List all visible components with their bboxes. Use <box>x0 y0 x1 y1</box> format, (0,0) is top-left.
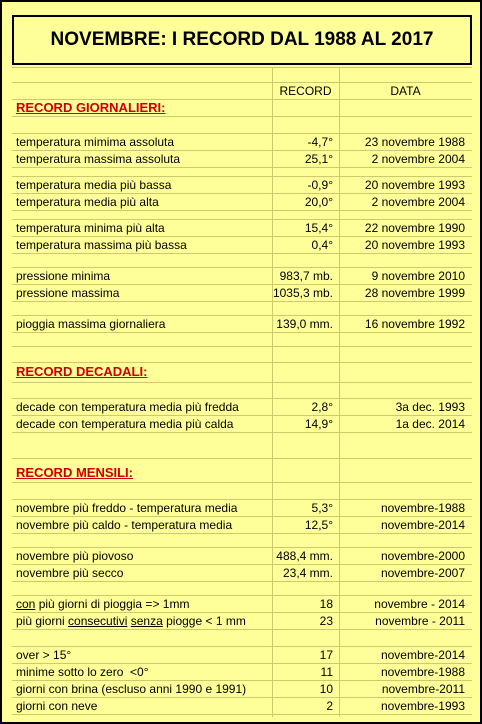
row-label: minime sotto lo zero <0° <box>16 665 149 679</box>
row-label: temperatura massima assoluta <box>16 152 181 166</box>
row-record: 12,5° <box>304 518 333 532</box>
row-record: 2,8° <box>311 400 333 414</box>
row-label <box>16 614 246 628</box>
row-label: giorni con brina (escluso anni 1990 e 1991) <box>16 682 247 696</box>
row-date: novembre-1988 <box>380 665 465 679</box>
column-divider <box>339 67 340 717</box>
row-line <box>12 382 472 383</box>
row-date: 2 novembre 2004 <box>371 152 465 166</box>
row-label-underlined: consecutivi <box>68 614 128 628</box>
row-line <box>12 116 472 117</box>
row-line <box>12 432 472 433</box>
row-line <box>12 362 472 363</box>
row-label: temperatura media più bassa <box>16 178 172 192</box>
row-date: 20 novembre 1993 <box>364 238 465 252</box>
row-label: novembre più caldo - temperatura media <box>16 518 233 532</box>
row-label: novembre più freddo - temperatura media <box>16 501 238 515</box>
row-label-part: piogge < 1 mm <box>162 614 246 628</box>
row-date: 23 novembre 1988 <box>364 135 465 149</box>
section-monthly-records: RECORD MENSILI: <box>16 465 133 480</box>
column-divider <box>272 67 273 717</box>
row-label-part: più giorni <box>16 614 69 628</box>
row-line <box>12 150 472 151</box>
row-date: novembre-2011 <box>381 682 465 696</box>
row-line <box>12 499 472 500</box>
row-line <box>12 629 472 630</box>
row-date: novembre-1988 <box>380 501 465 515</box>
row-label: temperatura massima più bassa <box>16 238 187 252</box>
row-date: 1a dec. 2014 <box>395 417 465 431</box>
row-record: 11 <box>320 665 333 679</box>
row-record: 10 <box>319 682 333 696</box>
row-date: novembre-2014 <box>380 648 465 662</box>
row-line <box>12 697 472 698</box>
row-line <box>12 210 472 211</box>
row-date: 20 novembre 1993 <box>364 178 465 192</box>
row-date: novembre-1993 <box>380 699 465 713</box>
row-label: novembre più piovoso <box>16 549 134 563</box>
row-record: 139,0 mm. <box>276 317 333 331</box>
section-decadal-records: RECORD DECADALI: <box>16 364 148 379</box>
row-date: 3a dec. 1993 <box>395 400 465 414</box>
row-record: 488,4 mm. <box>276 549 333 563</box>
row-record: 14,9° <box>304 417 333 431</box>
row-line <box>12 253 472 254</box>
row-label: giorni con neve <box>16 699 98 713</box>
row-record: 0,4° <box>311 238 333 252</box>
row-line <box>12 176 472 177</box>
row-label: novembre più secco <box>16 566 124 580</box>
row-line <box>12 315 472 316</box>
row-line <box>12 332 472 333</box>
row-record: 1035,3 mb. <box>272 286 333 300</box>
row-line <box>12 714 472 715</box>
row-record: 17 <box>319 648 333 662</box>
row-label: over > 15° <box>16 648 72 662</box>
row-line <box>12 533 472 534</box>
row-line <box>12 284 472 285</box>
row-date: novembre - 2011 <box>375 614 465 628</box>
row-line <box>12 301 472 302</box>
row-line <box>12 612 472 613</box>
row-line <box>12 482 472 483</box>
row-label: temperatura minima più alta <box>16 221 165 235</box>
row-label: decade con temperatura media più calda <box>16 417 234 431</box>
row-line <box>12 646 472 647</box>
row-record: -4,7° <box>307 135 333 149</box>
row-record: 25,1° <box>304 152 333 166</box>
row-line <box>12 458 472 459</box>
row-record: 983,7 mb. <box>279 269 333 283</box>
date-column-header: DATA <box>390 84 421 98</box>
row-label: pressione massima <box>16 286 120 300</box>
row-record: 2 <box>326 699 333 713</box>
record-column-header: RECORD <box>279 84 332 98</box>
row-date: novembre-2014 <box>380 518 465 532</box>
row-date: 22 novembre 1990 <box>364 221 465 235</box>
row-label: temperatura media più alta <box>16 195 159 209</box>
section-daily-records: RECORD GIORNALIERI: <box>16 100 166 115</box>
row-label <box>16 597 189 611</box>
row-label-rest: più giorni di pioggia => 1mm <box>35 597 190 611</box>
row-date: 2 novembre 2004 <box>371 195 465 209</box>
row-line <box>12 516 472 517</box>
row-line <box>12 680 472 681</box>
row-line <box>12 346 472 347</box>
row-date: novembre-2007 <box>380 566 465 580</box>
row-line <box>12 564 472 565</box>
row-date: 28 novembre 1999 <box>364 286 465 300</box>
row-record: 18 <box>319 597 333 611</box>
row-label-underlined: senza <box>130 614 163 628</box>
row-line <box>12 547 472 548</box>
row-label-underlined: con <box>16 597 36 611</box>
page-title: NOVEMBRE: I RECORD DAL 1988 AL 2017 <box>12 15 472 65</box>
row-record: 5,3° <box>311 501 333 515</box>
row-record: 23 <box>319 614 333 628</box>
row-record: 23,4 mm. <box>282 566 333 580</box>
row-line <box>12 133 472 134</box>
row-line <box>12 236 472 237</box>
row-label: decade con temperatura media più fredda <box>16 400 239 414</box>
row-line <box>12 663 472 664</box>
row-line <box>12 67 472 68</box>
row-label: pressione minima <box>16 269 111 283</box>
row-line <box>12 595 472 596</box>
row-line <box>12 398 472 399</box>
row-date: 16 novembre 1992 <box>364 317 465 331</box>
row-record: 20,0° <box>304 195 333 209</box>
row-date: novembre - 2014 <box>374 597 465 611</box>
row-record: -0,9° <box>307 178 333 192</box>
row-label: pioggia massima giornaliera <box>16 317 166 331</box>
row-line <box>12 415 472 416</box>
row-record: 15,4° <box>304 221 333 235</box>
row-line <box>12 193 472 194</box>
row-label: temperatura mimima assoluta <box>16 135 175 149</box>
row-date: novembre-2000 <box>380 549 465 563</box>
row-line <box>12 219 472 220</box>
row-date: 9 novembre 2010 <box>371 269 465 283</box>
row-line <box>12 82 472 83</box>
row-line <box>12 167 472 168</box>
row-line <box>12 267 472 268</box>
row-line <box>12 581 472 582</box>
